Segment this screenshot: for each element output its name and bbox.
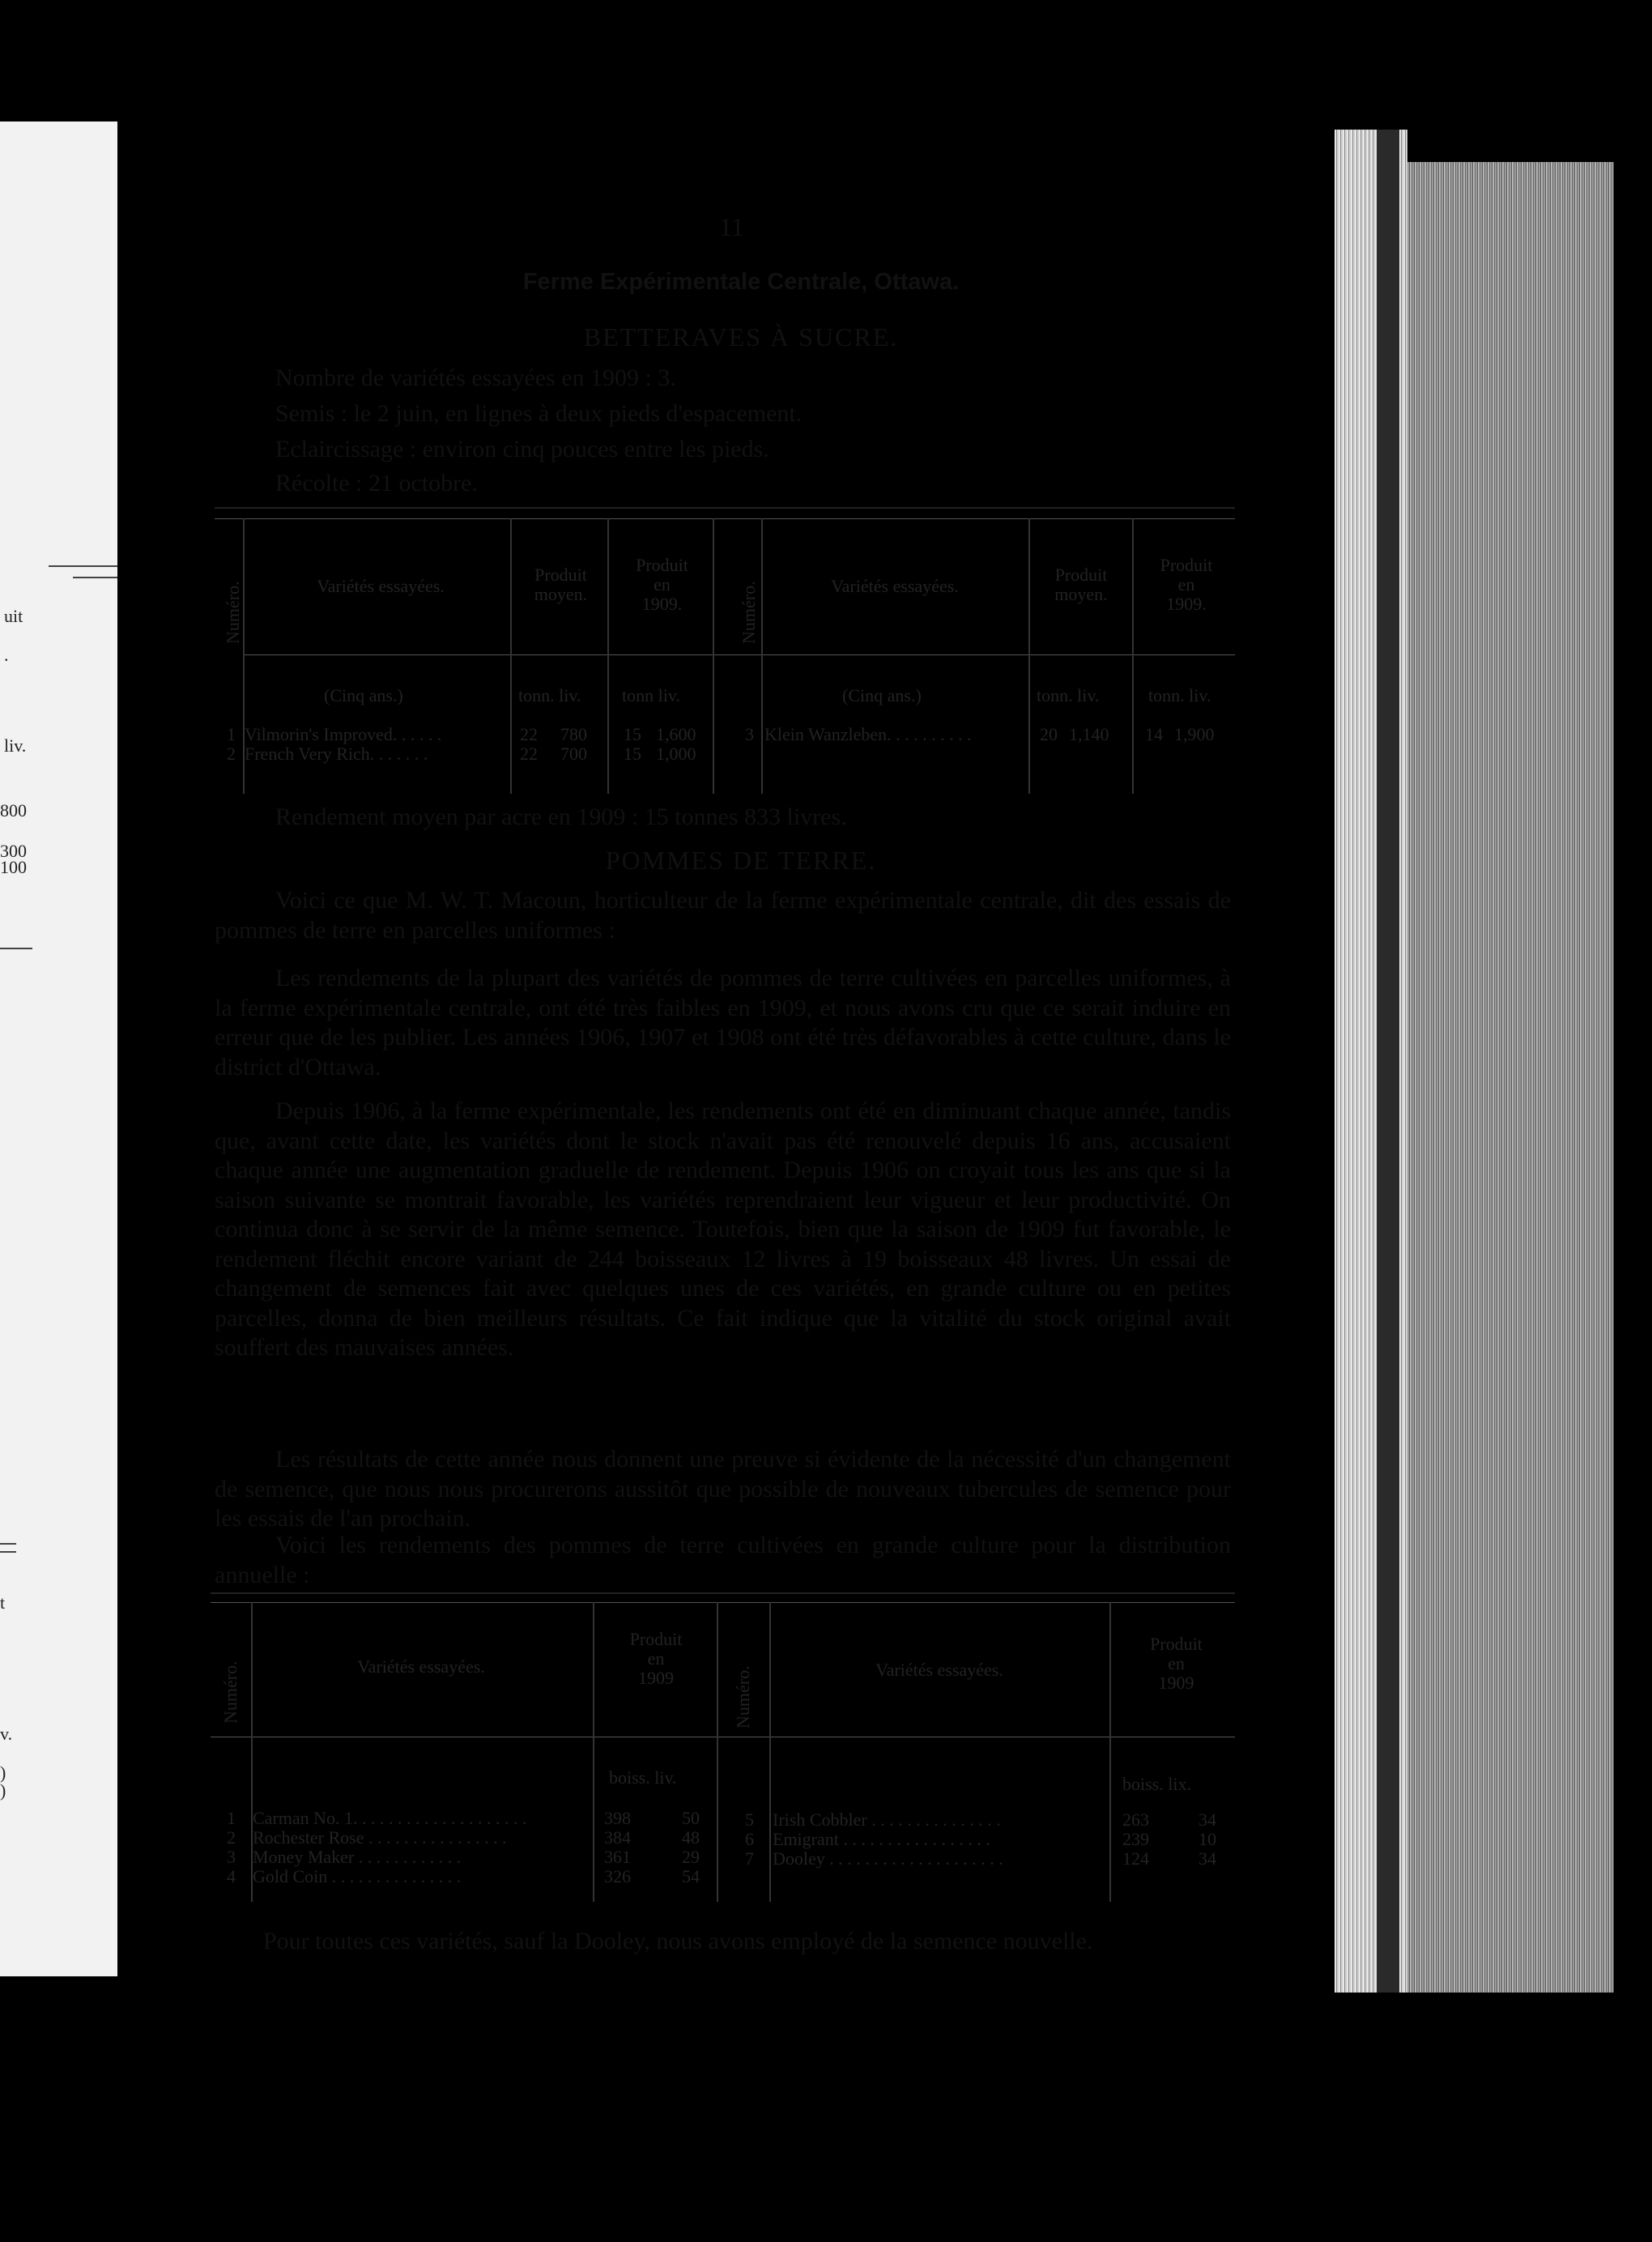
value: 1,900 [1174, 724, 1215, 744]
unit-label: tonn. liv. [518, 685, 581, 705]
value: 48 [682, 1827, 700, 1848]
divider [0, 948, 32, 949]
column-header-variety: Variétés essayées. [831, 576, 959, 596]
table-rule [215, 507, 1235, 509]
row-number: 4 [227, 1866, 236, 1886]
book-spine-shadow [1377, 130, 1399, 1993]
column-header-average: Produit moyen. [1054, 565, 1108, 604]
table-rule [1109, 1602, 1111, 1902]
variety-name: Vilmorin's Improved. . . . . . [245, 724, 442, 744]
column-header-number: Numéro. [739, 581, 759, 644]
column-header-1909: Produit en 1909 [629, 1629, 683, 1688]
footer-note: Pour toutes ces variétés, sauf la Dooley, nous avons employé de la semence nouvelle. [263, 1928, 1093, 1954]
paragraph: Les résultats de cette année nous donnent une preuve si évidente de la nécessité d'un changement de semence, que nous nous procurerons aussitôt que possible de nouveaux tubercules de semence pour les essais de l'an prochain. [215, 1446, 1231, 1532]
column-header-average: Produit moyen. [534, 565, 588, 604]
left-fragment-text: t [0, 1592, 6, 1613]
value: 239 [1122, 1829, 1149, 1849]
variety-name: Irish Cobbler . . . . . . . . . . . . . . . [773, 1809, 1001, 1830]
row-number: 2 [227, 744, 236, 764]
value: 398 [604, 1808, 631, 1828]
table-rule [1028, 518, 1030, 794]
row-number: 1 [227, 1808, 236, 1828]
left-fragment-text: 100 [0, 857, 27, 877]
left-fragment-text: ) [0, 1762, 6, 1783]
table-rule [510, 518, 512, 794]
divider [49, 565, 117, 567]
value: 384 [604, 1827, 631, 1848]
unit-label: tonn. liv. [1037, 685, 1100, 705]
info-line: Récolte : 21 octobre. [275, 470, 478, 497]
info-line: Semis : le 2 juin, en lignes à deux pieds d'espacement. [275, 400, 803, 427]
left-fragment-text: v. [0, 1724, 13, 1744]
variety-name: Emigrant . . . . . . . . . . . . . . . . . [773, 1829, 990, 1849]
value: 14 [1145, 724, 1163, 744]
column-header-variety: Variétés essayées. [317, 576, 445, 596]
row-number: 7 [745, 1848, 754, 1869]
table-rule [211, 1602, 1235, 1603]
value: 34 [1199, 1848, 1216, 1869]
row-number: 6 [745, 1829, 754, 1849]
section-title-sugar-beets: BETTERAVES À SUCRE. [583, 322, 899, 352]
value: 20 [1040, 724, 1058, 744]
left-fragment-text: liv. [4, 735, 27, 756]
value: 1,140 [1069, 724, 1109, 744]
table-rule [1132, 518, 1134, 794]
unit-label: boiss. liv. [609, 1767, 677, 1788]
paragraph: Les rendements de la plupart des variétés de pommes de terre cultivées en parcelles uniformes, à la ferme expérimentale centrale, ont été très faibles en 1909, et nous avons cru que ce serait induire en erreur que de les publier. Les années 1906, 1907 et 1908 ont été très défavorables à cette culture, dans le district d'Ottawa. [215, 965, 1231, 1081]
row-number: 2 [227, 1827, 236, 1848]
page-header: Ferme Expérimentale Centrale, Ottawa. [522, 269, 960, 295]
column-header-1909: Produit en 1909 [1150, 1634, 1203, 1693]
column-header-variety: Variétés essayées. [357, 1656, 485, 1677]
variety-name: Klein Wanzleben. . . . . . . . . . [764, 724, 972, 744]
divider [0, 1543, 16, 1545]
left-fragment-text: ) [0, 1780, 6, 1801]
table-rule [607, 518, 609, 794]
table-rule [713, 518, 714, 794]
left-fragment-text: uit [4, 606, 23, 626]
table-rule [243, 654, 1235, 655]
average-yield: Rendement moyen par acre en 1909 : 15 tonnes 833 livres. [275, 803, 847, 830]
column-header-number: Numéro. [733, 1665, 753, 1728]
divider [0, 1551, 16, 1553]
variety-name: Money Maker . . . . . . . . . . . . [253, 1847, 462, 1867]
column-header-1909: Produit en 1909. [636, 555, 688, 614]
info-line: Nombre de variétés essayées en 1909 : 3. [275, 364, 676, 391]
row-number: 3 [745, 724, 754, 744]
paragraph: Depuis 1906, à la ferme expérimentale, les rendements ont été en diminuant chaque année, tandis que, avant cette date, les variétés dont le stock n'avait pas été renouvelé depuis 16 ans, accusaient chaque année une augmentation graduelle de rendement. Depuis 1906 on croyait tous les ans que si la saison suivante se montrait favorable, les variétés reprendraient leur vigueur et leur productivité. On continua donc à se servir de la même semence. Toutefois, bien que la saison de 1909 fut favorable, le rendement fléchit encore variant de 244 boisseaux 12 livres à 19 boisseaux 48 livres. Un essai de changement de semences fait avec quelques unes de ces variétés, en grande culture ou en petites parcelles, donna de bien meilleurs résultats. Ce fait indique que la vitalité du stock original avait souffert des mauvaises années. [215, 1098, 1231, 1361]
unit-label: tonn. liv. [1148, 685, 1211, 705]
period-label: (Cinq ans.) [324, 685, 403, 705]
value: 1,600 [656, 724, 696, 744]
column-header-number: Numéro. [223, 581, 243, 644]
value: 780 [560, 724, 587, 744]
value: 15 [624, 744, 641, 764]
table-rule [211, 1592, 1235, 1594]
page-number: 11 [719, 212, 744, 241]
value: 124 [1122, 1848, 1149, 1869]
divider [73, 577, 117, 578]
value: 29 [682, 1847, 700, 1867]
left-fragment-text: . [4, 645, 9, 665]
section-title-potatoes: POMMES DE TERRE. [605, 846, 877, 875]
row-number: 3 [227, 1847, 236, 1867]
value: 50 [682, 1808, 700, 1828]
table-rule [761, 518, 763, 794]
value: 54 [682, 1866, 700, 1886]
value: 263 [1122, 1809, 1149, 1830]
book-page-stack [1407, 162, 1614, 1993]
variety-name: French Very Rich. . . . . . . [245, 744, 428, 764]
value: 10 [1199, 1829, 1216, 1849]
table-rule [717, 1602, 718, 1902]
paragraph: Voici les rendements des pommes de terre cultivées en grande culture pour la distribution annuelle : [215, 1532, 1231, 1588]
variety-name: Rochester Rose . . . . . . . . . . . . . . . . [253, 1827, 507, 1848]
variety-name: Dooley . . . . . . . . . . . . . . . . . . . . [773, 1848, 1003, 1869]
value: 22 [520, 724, 538, 744]
left-page-fragment [0, 121, 117, 1976]
column-header-1909: Produit en 1909. [1160, 555, 1213, 614]
variety-name: Carman No. 1. . . . . . . . . . . . . . . . . . . . [253, 1808, 527, 1828]
table-rule [593, 1602, 594, 1902]
value: 34 [1199, 1809, 1216, 1830]
paragraph: Voici ce que M. W. T. Macoun, horticulteur de la ferme expérimentale centrale, dit des essais de pommes de terre en parcelles uniformes : [215, 887, 1231, 944]
table-rule [215, 518, 1235, 519]
column-header-variety: Variétés essayées. [875, 1660, 1003, 1680]
value: 700 [560, 744, 587, 764]
unit-label: tonn liv. [622, 685, 680, 705]
left-fragment-text: 300 [0, 841, 27, 861]
variety-name: Gold Coin . . . . . . . . . . . . . . . [253, 1866, 462, 1886]
value: 361 [604, 1847, 631, 1867]
left-fragment-text: 800 [0, 800, 27, 821]
value: 15 [624, 724, 641, 744]
period-label: (Cinq ans.) [842, 685, 922, 705]
value: 326 [604, 1866, 631, 1886]
info-line: Eclaircissage : environ cinq pouces entre les pieds. [275, 436, 769, 462]
value: 22 [520, 744, 538, 764]
unit-label: boiss. lix. [1122, 1774, 1191, 1794]
row-number: 5 [745, 1809, 754, 1830]
value: 1,000 [656, 744, 696, 764]
row-number: 1 [227, 724, 236, 744]
column-header-number: Numéro. [220, 1660, 241, 1724]
table-rule [769, 1602, 771, 1902]
